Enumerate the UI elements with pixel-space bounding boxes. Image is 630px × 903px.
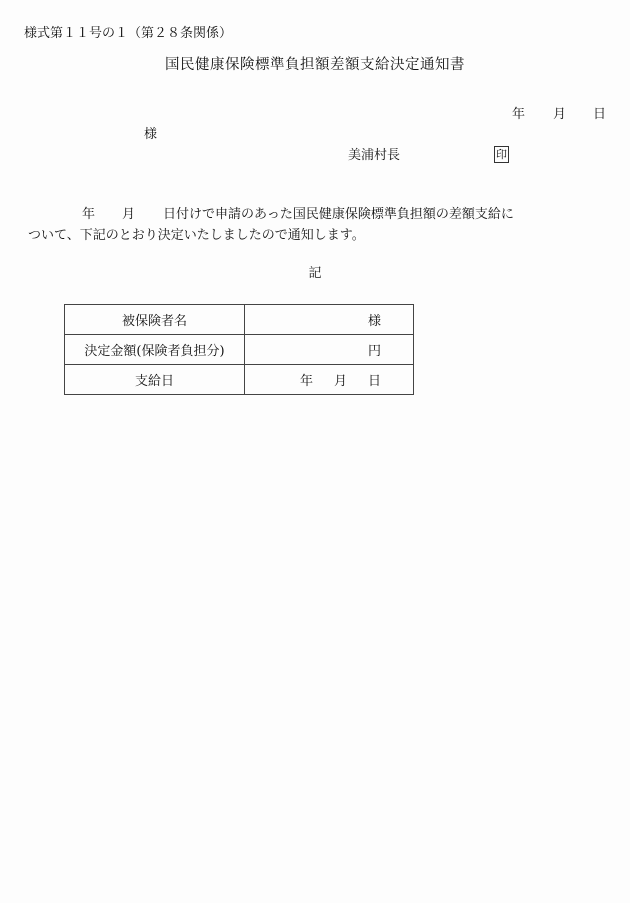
issue-date-month: 月 [553, 107, 567, 122]
ki-heading: 記 [308, 266, 322, 281]
insured-name-label: 被保険者名 [65, 305, 245, 335]
details-table [64, 304, 414, 395]
decided-amount-value: 円 [245, 335, 414, 365]
payment-date-day: 日 [367, 374, 381, 389]
table-row [65, 335, 414, 365]
body-year: 年 [82, 207, 96, 222]
issuer-name: 美浦村長 [348, 148, 401, 163]
body-text-line2: ついて、下記のとおり決定いたしましたので通知します。 [28, 228, 365, 243]
payment-date-value [245, 365, 414, 395]
insured-name-value: 様 [245, 305, 414, 335]
decided-amount-label: 決定金額(保険者負担分) [65, 335, 245, 365]
payment-date-month: 月 [333, 374, 347, 389]
form-number: 様式第１１号の１（第２８条関係） [24, 26, 233, 41]
addressee-honorific: 様 [144, 127, 158, 142]
payment-date-label: 支給日 [65, 365, 245, 395]
body-month: 月 [122, 207, 136, 222]
seal-mark: 印 [496, 148, 507, 161]
document-title: 国民健康保険標準負担額差額支給決定通知書 [165, 57, 465, 73]
table-row [65, 305, 414, 335]
issue-date-year: 年 [512, 107, 526, 122]
payment-date-year: 年 [299, 374, 313, 389]
table-row [65, 365, 414, 395]
issue-date-day: 日 [593, 107, 607, 122]
body-text-line1: 日付けで申請のあった国民健康保険標準負担額の差額支給に [163, 207, 514, 222]
